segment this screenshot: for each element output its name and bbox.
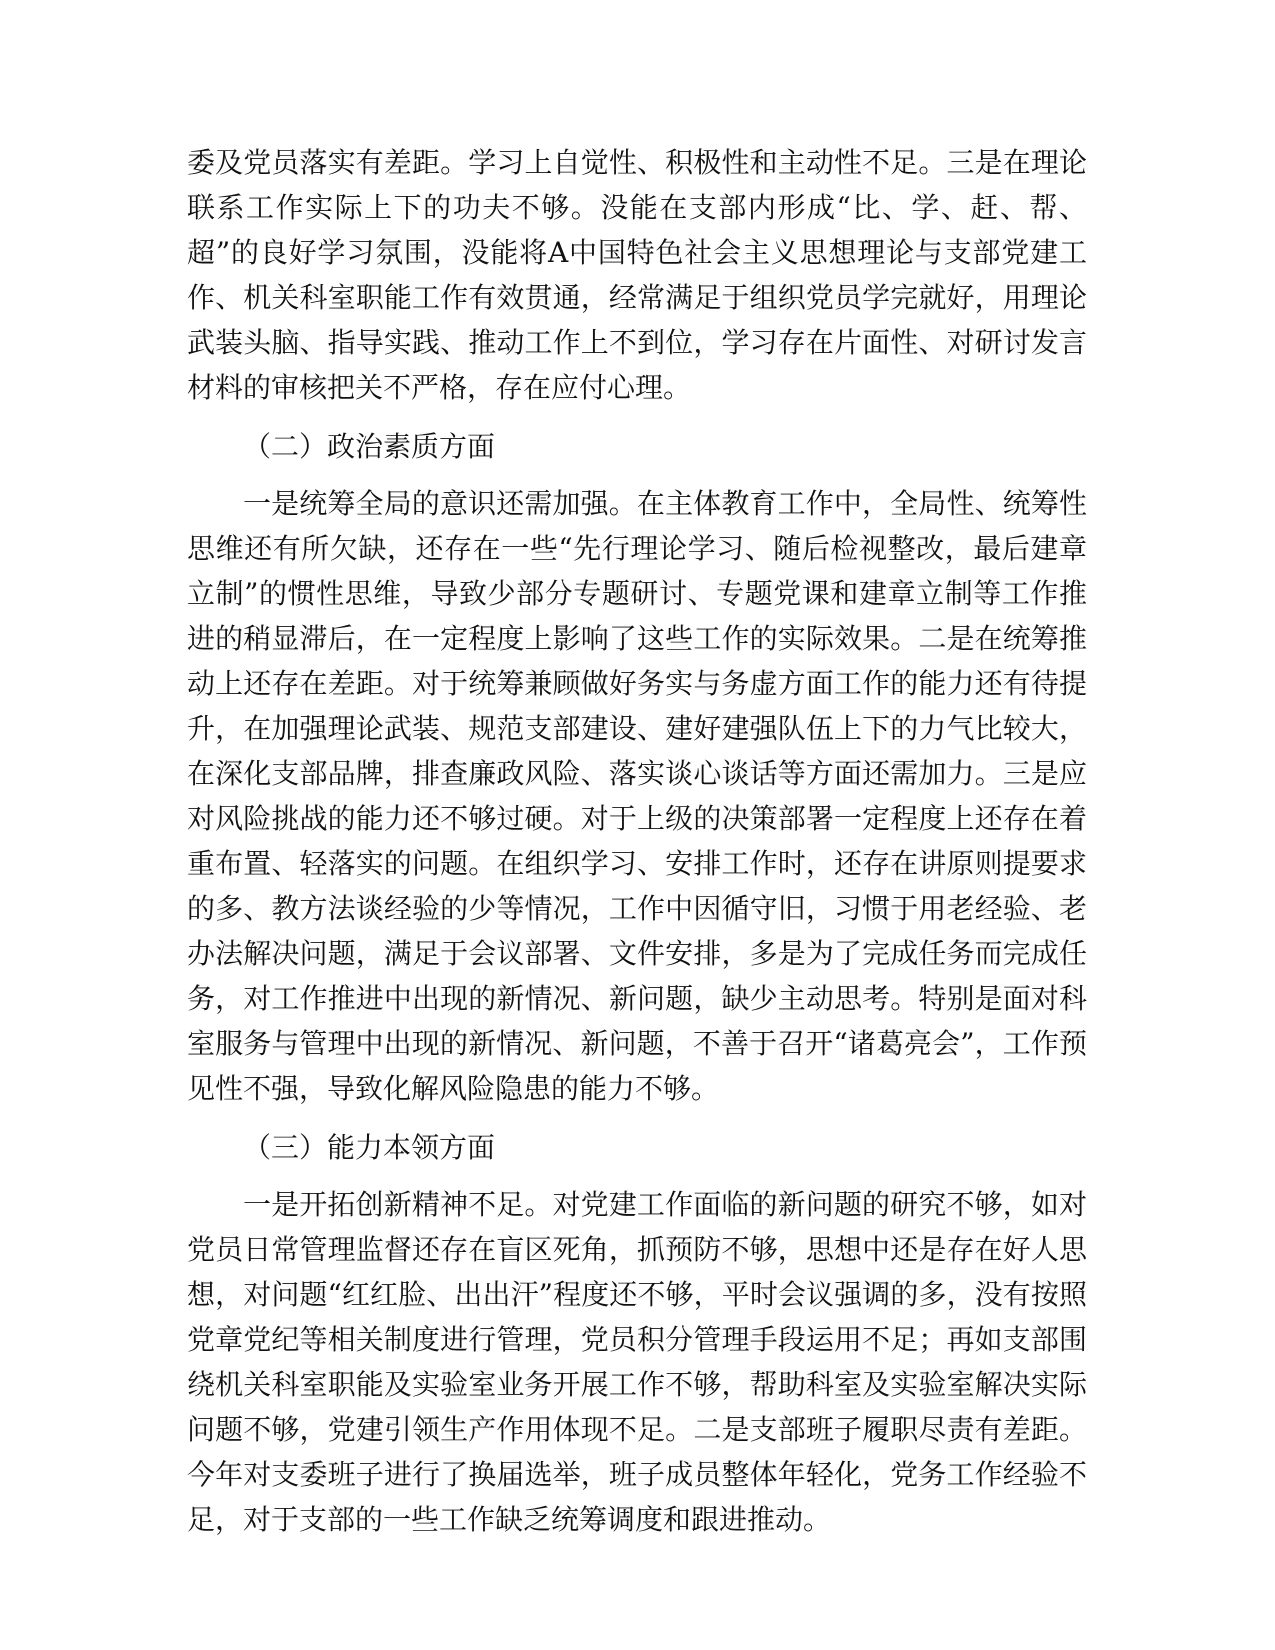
document-page bbox=[187, 140, 1087, 1542]
body-paragraph-2: 一是统筹全局的意识还需加强。在主体教育工作中，全局性、统筹性思维还有所欠缺，还存在一些“先行理论学习、随后检视整改，最后建章立制”的惯性思维，导致少部分专题研讨、专题党课和建章立制等工作推进的稍显滞后，在一定程度上影响了这些工作的实际效果。二是在统筹推动上还存在差距。对于统筹兼顾做好务实与务虚方面工作的能力还有待提升，在加强理论武装、规范支部建设、建好建强队伍上下的力气比较大，在深化支部品牌，排查廉政风险、落实谈心谈话等方面还需加力。三是应对风险挑战的能力还不够过硬。对于上级的决策部署一定程度上还存在着重布置、轻落实的问题。在组织学习、安排工作时，还存在讲原则提要求的多、教方法谈经验的少等情况，工作中因循守旧，习惯于用老经验、老办法解决问题，满足于会议部署、文件安排，多是为了完成任务而完成任务，对工作推进中出现的新情况、新问题，缺少主动思考。特别是面对科室服务与管理中出现的新情况、新问题，不善于召开“诸葛亮会”，工作预见性不强，导致化解风险隐患的能力不够。 bbox=[187, 487, 1087, 1105]
section-heading-ability: （三）能力本领方面 bbox=[243, 1131, 496, 1164]
body-paragraph-3: 一是开拓创新精神不足。对党建工作面临的新问题的研究不够，如对党员日常管理监督还存在盲区死角，抓预防不够，思想中还是存在好人思想，对问题“红红脸、出出汗”程度还不够，平时会议强调的多，没有按照党章党纪等相关制度进行管理，党员积分管理手段运用不足；再如支部围绕机关科室职能及实验室业务开展工作不够，帮助科室及实验室解决实际问题不够，党建引领生产作用体现不足。二是支部班子履职尽责有差距。今年对支委班子进行了换届选举，班子成员整体年轻化，党务工作经验不足，对于支部的一些工作缺乏统筹调度和跟进推动。 bbox=[187, 1188, 1087, 1536]
body-paragraph-1: 委及党员落实有差距。学习上自觉性、积极性和主动性不足。三是在理论联系工作实际上下的功夫不够。没能在支部内形成“比、学、赶、帮、超”的良好学习氛围，没能将A中国特色社会主义思想理论与支部党建工作、机关科室职能工作有效贯通，经常满足于组织党员学完就好，用理论武装头脑、指导实践、推动工作上不到位，学习存在片面性、对研讨发言材料的审核把关不严格，存在应付心理。 bbox=[187, 146, 1087, 404]
section-heading-political-quality: （二）政治素质方面 bbox=[243, 430, 496, 463]
